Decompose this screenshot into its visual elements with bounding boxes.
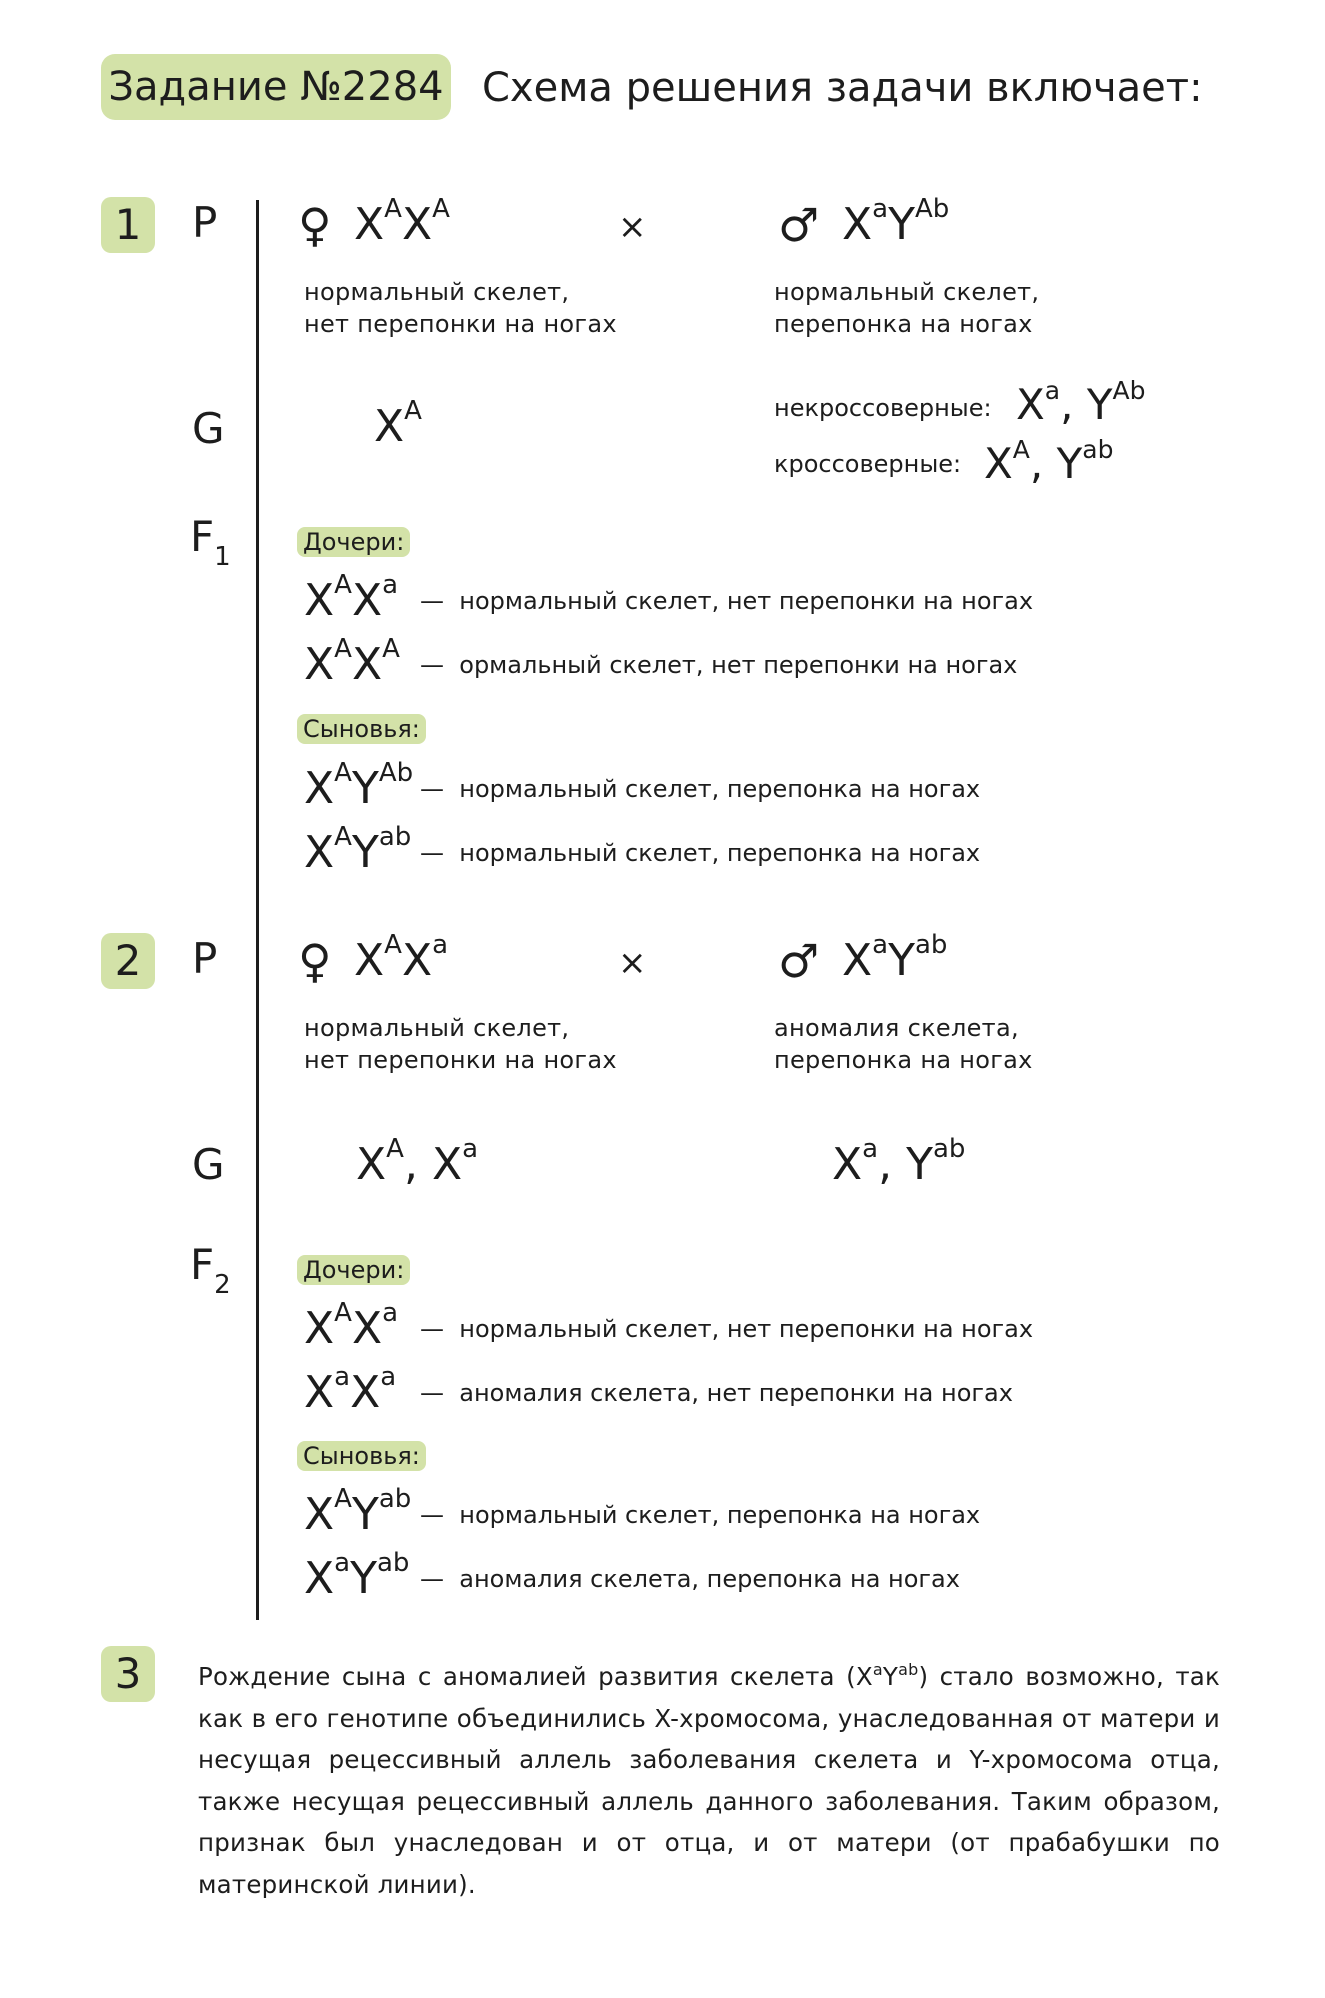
mother-gametes-2: $X^A$, $X^a$	[356, 1134, 479, 1190]
sons-label-2: Сыновья:	[297, 1440, 426, 1472]
f2-daughter-phenotype-2: — аномалия скелета, нет перепонки на ногах	[420, 1379, 1013, 1407]
father-phenotype-1: нормальный скелет, перепонка на ногах	[774, 278, 1040, 338]
mother-genotype-1: $X^AX^A$	[354, 194, 450, 250]
mother-genotype-2: $X^AX^a$	[354, 930, 449, 986]
parents-label-1: P	[192, 198, 218, 247]
f2-daughter-phenotype-1: — нормальный скелет, нет перепонки на ногах	[420, 1315, 1034, 1343]
conclusion-genotype: $X^aY^{ab}$	[855, 1660, 919, 1691]
mother-gamete-1: $X^A$	[374, 396, 422, 452]
sons-label-1: Сыновья:	[297, 713, 426, 745]
page-title: Схема решения задачи включает:	[482, 65, 1203, 111]
f1-son-phenotype-1: — нормальный скелет, перепонка на ногах	[420, 775, 981, 803]
crossover-gametes: $X^A$, $Y^{ab}$	[984, 435, 1114, 488]
f1-son-phenotype-2: — нормальный скелет, перепонка на ногах	[420, 839, 981, 867]
f1-son-genotype-2: $X^AY^{ab}$	[304, 822, 412, 878]
noncrossover-label: некроссоверные:	[774, 394, 992, 422]
f2-daughter-genotype-1: $X^AX^a$	[304, 1298, 399, 1354]
f1-daughter-phenotype-1: — нормальный скелет, нет перепонки на ногах	[420, 587, 1034, 615]
mother-phenotype-2: нормальный скелет, нет перепонки на ногах	[304, 1014, 617, 1074]
parents-label-2: P	[192, 934, 218, 983]
f2-son-genotype-2: $X^aY^{ab}$	[304, 1548, 410, 1604]
conclusion-paragraph: Рождение сына с аномалией развития скелета $(X^aY^{ab})$ стало возможно, так как в его генотипе объединились X-хромосома, унаследованная от матери и несущая рецессивный аллель заболевания скелета и Y-хромосома отца, также несущая рецессивный аллель данного заболевания. Таким образом, признак был унаследован и от отца, и от матери (от прабабушки по материнской линии).	[198, 1660, 1221, 1899]
f2-daughter-genotype-2: $X^aX^a$	[304, 1362, 397, 1418]
daughters-label-1: Дочери:	[297, 526, 410, 558]
f1-label: $F_1$	[190, 512, 231, 572]
f1-daughter-phenotype-2: — ормальный скелет, нет перепонки на ногах	[420, 651, 1018, 679]
f1-son-genotype-1: $X^AY^{Ab}$	[304, 758, 414, 814]
father-genotype-1: $X^aY^{Ab}$	[842, 194, 950, 250]
f2-son-phenotype-1: — нормальный скелет, перепонка на ногах	[420, 1501, 981, 1529]
male-icon: ♂	[778, 198, 820, 252]
step-1-badge: 1	[101, 197, 155, 253]
mother-phenotype-1: нормальный скелет, нет перепонки на ногах	[304, 278, 617, 338]
female-icon: ♀	[298, 198, 332, 252]
daughters-label-2: Дочери:	[297, 1254, 410, 1286]
step-3-badge: 3	[101, 1646, 155, 1702]
f2-son-genotype-1: $X^AY^{ab}$	[304, 1484, 412, 1540]
vertical-divider	[256, 200, 259, 1620]
gametes-label-1: G	[192, 404, 225, 453]
task-number-badge: Задание №2284	[101, 54, 451, 120]
father-phenotype-2: аномалия скелета, перепонка на ногах	[774, 1014, 1033, 1074]
male-icon: ♂	[778, 934, 820, 988]
noncrossover-gametes: $X^a$, $Y^{Ab}$	[1016, 376, 1146, 429]
step-2-badge: 2	[101, 933, 155, 989]
f1-daughter-genotype-1: $X^AX^a$	[304, 570, 399, 626]
female-icon: ♀	[298, 934, 332, 988]
gametes-label-2: G	[192, 1140, 225, 1189]
cross-sign-2: ×	[618, 943, 647, 983]
crossover-label: кроссоверные:	[774, 450, 962, 478]
f2-son-phenotype-2: — аномалия скелета, перепонка на ногах	[420, 1565, 960, 1593]
father-gametes-2: $X^a$, $Y^{ab}$	[832, 1134, 966, 1190]
father-genotype-2: $X^aY^{ab}$	[842, 930, 948, 986]
f2-label: $F_2$	[190, 1240, 231, 1300]
cross-sign-1: ×	[618, 207, 647, 247]
f1-daughter-genotype-2: $X^AX^A$	[304, 634, 400, 690]
